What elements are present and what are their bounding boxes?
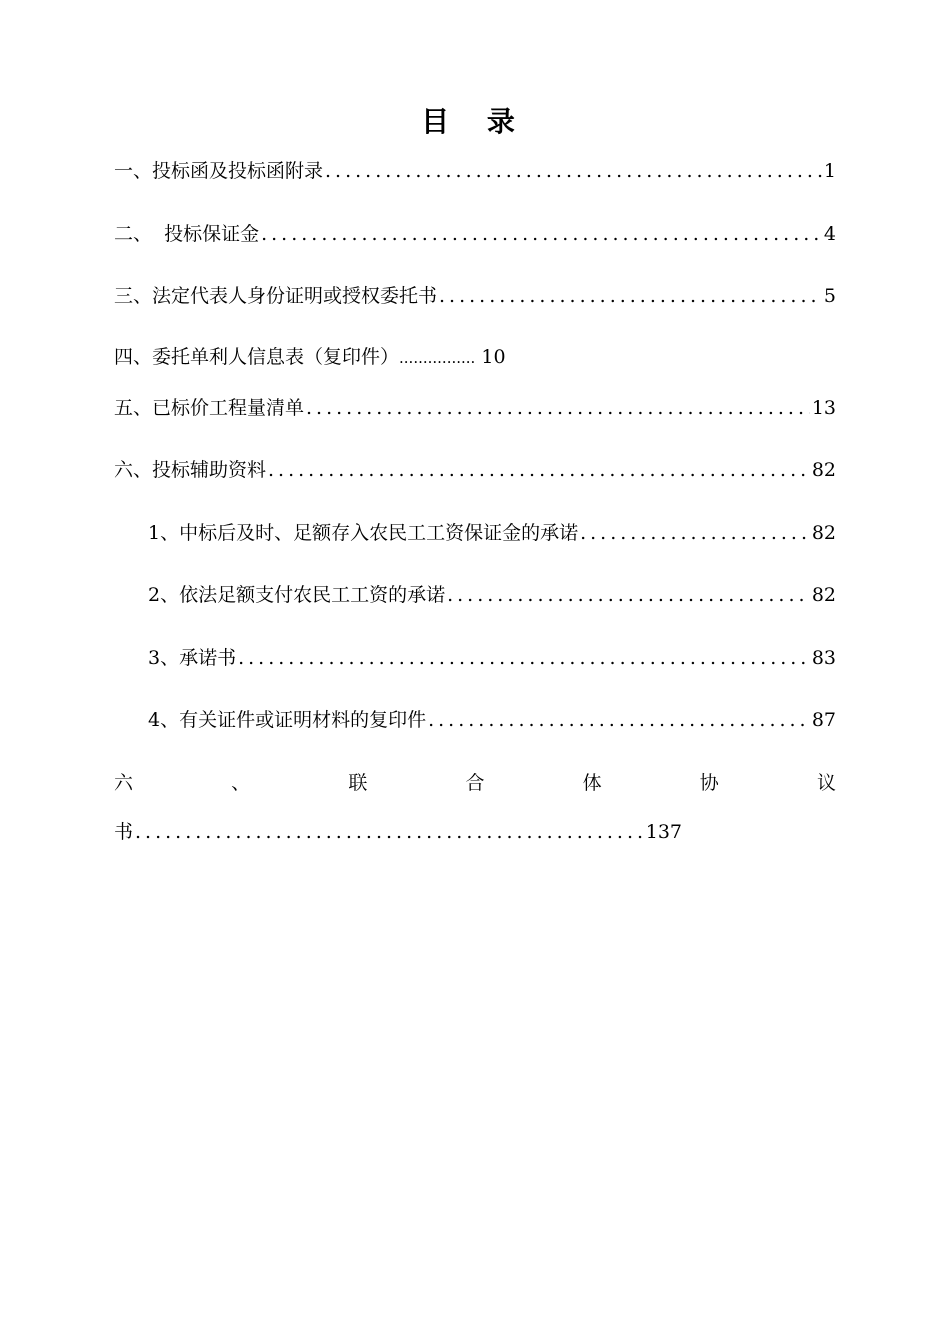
toc-subentry[interactable] [148, 706, 836, 734]
toc-entry-page: 13 [811, 397, 836, 419]
toc-entry[interactable] [114, 394, 836, 422]
toc-entry-char: 合 [465, 772, 485, 794]
toc-subentry[interactable] [148, 644, 836, 672]
toc-entry[interactable] [114, 220, 836, 248]
toc-leader-dots [447, 581, 810, 609]
toc-entry-page: 82 [811, 459, 836, 481]
toc-leader-dots [306, 394, 810, 422]
toc-entry[interactable] [114, 456, 836, 484]
toc-subentry[interactable] [148, 581, 836, 609]
toc-entry-page: 83 [811, 647, 836, 669]
toc-entry-page: 87 [811, 709, 836, 731]
toc-entry-label: 3、承诺书 [148, 647, 237, 669]
toc-entry-char: 、 [231, 772, 251, 794]
toc-entry-justified-line[interactable] [114, 769, 836, 797]
toc-leader-dots [268, 456, 810, 484]
toc-entry-continuation[interactable] [114, 818, 682, 846]
toc-leader-dots [261, 220, 822, 248]
toc-entry[interactable] [114, 157, 836, 185]
toc-entry-page: 137 [645, 821, 682, 843]
toc-leader-dots [580, 519, 810, 547]
toc-entry-page: 82 [811, 584, 836, 606]
toc-entry-char: 协 [699, 772, 719, 794]
toc-entry-page: 82 [811, 522, 836, 544]
toc-entry-label: 一、投标函及投标函附录 [114, 160, 324, 182]
toc-leader-dots: ................ [399, 349, 476, 367]
toc-entry-label: 二、 投标保证金 [114, 223, 260, 245]
toc-entry-char: 联 [348, 772, 368, 794]
toc-entry[interactable] [114, 282, 836, 310]
toc-entry-char: 议 [816, 772, 836, 794]
toc-entry-label: 四、委托单利人信息表（复印件） [114, 346, 400, 368]
toc-entry-label: 书 [114, 821, 134, 843]
toc-entry-label: 2、依法足额支付农民工工资的承诺 [148, 584, 446, 606]
toc-title: 目 录 [421, 105, 529, 138]
toc-entry-page: 4 [823, 223, 836, 245]
toc-leader-dots [238, 644, 810, 672]
toc-entry-label: 三、法定代表人身份证明或授权委托书 [114, 285, 438, 307]
toc-subentry[interactable] [148, 519, 836, 547]
toc-entry-label: 五、已标价工程量清单 [114, 397, 305, 419]
toc-entry-char: 体 [582, 772, 602, 794]
toc-entry-label: 4、有关证件或证明材料的复印件 [148, 709, 427, 731]
toc-entry-label: 1、中标后及时、足额存入农民工工资保证金的承诺 [148, 522, 579, 544]
toc-leader-dots [428, 706, 810, 734]
toc-entry-page: 5 [823, 285, 836, 307]
toc-leader-dots [325, 157, 822, 185]
toc-leader-dots [135, 818, 644, 846]
toc-entry-label: 六、投标辅助资料 [114, 459, 267, 481]
toc-entry-page: 10 [481, 346, 506, 368]
toc-leader-dots [439, 282, 822, 310]
toc-entry[interactable] [114, 343, 506, 371]
toc-entry-char: 六 [114, 772, 134, 794]
toc-entry-page: 1 [823, 160, 836, 182]
